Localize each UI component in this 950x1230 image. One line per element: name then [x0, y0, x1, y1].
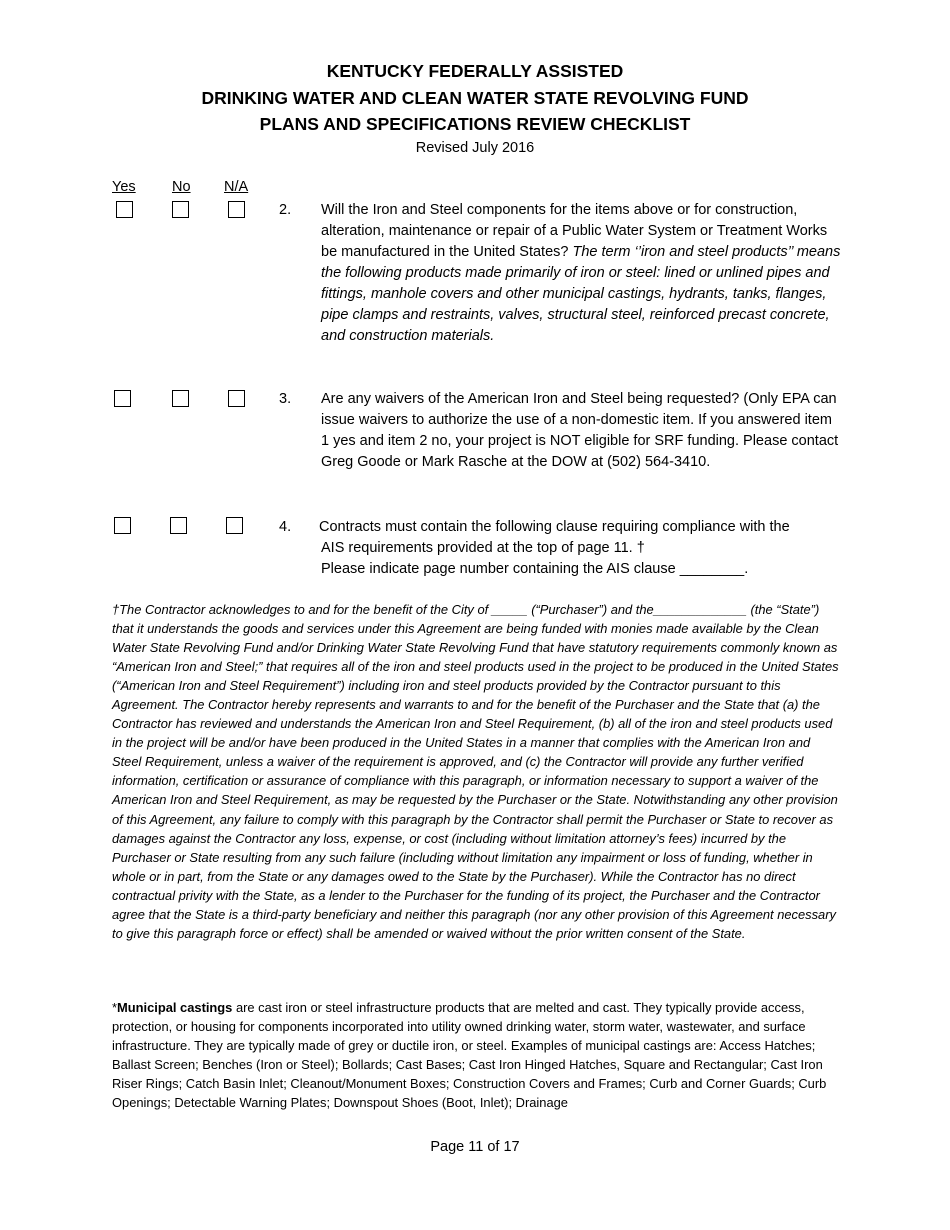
- item-4-yes-checkbox[interactable]: [114, 517, 131, 534]
- ais-clause-footnote: †The Contractor acknowledges to and for the benefit of the City of _____ (“Purchaser”) and the_____________ (the “State”) that it understands the goods and services under this Agreement are being funded with monies made available by the Clean Water State Revolving Fund and/or Drinking Water State Revolving Fund that have statutory requirements commonly known as “American Iron and Steel;” that requires all of the iron and steel products used in the project to be produced in the United States (“American Iron and Steel Requirement”) including iron and steel products provided by the Contractor pursuant to this Agreement. The Contractor hereby represents and warrants to and for the benefit of the Purchaser and the State that (a) the Contractor has reviewed and understands the American Iron and Steel Requirement, (b) all of the iron and steel products used in the project will be and/or have been produced in the United States in a manner that complies with the American Iron and Steel Requirement, unless a waiver of the requirement is approved, and (c) the Contractor will provide any further verified information, certification or assurance of compliance with this paragraph, or information necessary to support a waiver of the American Iron and Steel Requirement, as may be requested by the Purchaser or the State. Notwithstanding any other provision of this Agreement, any failure to comply with this paragraph by the Contractor shall permit the Purchaser or State to recover as damages against the Contractor any loss, expense, or cost (including without limitation attorney’s fees) incurred by the Purchaser or State resulting from any such failure (including without limitation any impairment or loss of funding, whether in whole or in part, from the State or any damages owed to the State by the Purchaser). While the Contractor has no direct contractual privity with the State, as a lender to the Purchaser for the funding of its project, the Purchaser and the Contractor agree that the State is a third-party beneficiary and neither this paragraph (nor any other provision of this Agreement necessary to give this paragraph force or effect) shall be amended or waived without the prior written consent of the State.: [112, 602, 839, 941]
- item-4-line-2: AIS requirements provided at the top of page 11. †: [321, 540, 645, 556]
- column-header-yes: Yes: [112, 179, 136, 195]
- item-3-yes-checkbox[interactable]: [114, 390, 131, 407]
- item-4-line-1: Contracts must contain the following clause requiring compliance with the: [319, 519, 790, 535]
- item-2-number: 2.: [279, 202, 292, 218]
- revision-date: Revised July 2016: [415, 139, 535, 156]
- document-header: [0, 58, 950, 158]
- item-4-no-checkbox[interactable]: [170, 517, 187, 534]
- item-2-no-checkbox[interactable]: [172, 201, 189, 218]
- item-3-number: 3.: [279, 391, 292, 407]
- item-3-text: Are any waivers of the American Iron and Steel being requested? (Only EPA can issue waivers to authorize the use of a non-domestic item. If you answered item 1 yes and item 2 no, your project is NOT eligible for SRF funding. Please contact Greg Goode or Mark Rasche at the DOW at (502) 564-3410.: [321, 391, 839, 470]
- item-3-na-checkbox[interactable]: [228, 390, 245, 407]
- title-line-1: KENTUCKY FEDERALLY ASSISTED: [326, 61, 624, 81]
- column-header-na: N/A: [224, 179, 249, 195]
- item-2-text: [321, 200, 841, 347]
- item-2-na-checkbox[interactable]: [228, 201, 245, 218]
- item-4-na-checkbox[interactable]: [226, 517, 243, 534]
- page-number: Page 11 of 17: [430, 1139, 520, 1155]
- castings-text: are cast iron or steel infrastructure products that are melted and cast. They typically provide access, protection, or housing for components incorporated into utility owned drinking water, storm water, wastewater, and surface infrastructure. They are typically made of grey or ductile iron, or steel. Examples of municipal castings are: Access Hatches; Ballast Screen; Benches (Iron or Steel); Bollards; Cast Bases; Cast Iron Hinged Hatches, Square and Rectangular; Cast Iron Riser Rings; Catch Basin Inlet; Cleanout/Monument Boxes; Construction Covers and Frames; Curb and Corner Guards; Curb Openings; Detectable Warning Plates; Downspout Shoes (Boot, Inlet); Drainage: [112, 1000, 827, 1111]
- castings-term: Municipal castings: [117, 1000, 233, 1015]
- castings-asterisk: *: [112, 1000, 118, 1015]
- item-2-yes-checkbox[interactable]: [116, 201, 133, 218]
- column-header-no: No: [172, 179, 191, 195]
- title-line-2: DRINKING WATER AND CLEAN WATER STATE REVOLVING FUND: [201, 87, 749, 108]
- item-4-number: 4.: [279, 519, 292, 535]
- municipal-castings-definition: [112, 998, 842, 1112]
- item-2-question: Will the Iron and Steel components for the items above or for construction, alteration, maintenance or repair of a Public Water System or Treatment Works be manufactured in the United States?: [321, 202, 828, 260]
- title-line-3: PLANS AND SPECIFICATIONS REVIEW CHECKLIST: [259, 114, 691, 134]
- item-3-no-checkbox[interactable]: [172, 390, 189, 407]
- item-2-definition: The term ‘’iron and steel products’’ means the following products made primarily of iron or steel: lined or unlined pipes and fittings, manhole covers and other municipal castings, hydrants, tanks, flanges, pipe clamps and restraints, valves, structural steel, reinforced precast concrete, and construction materials.: [321, 244, 841, 344]
- item-4-line-3: Please indicate page number containing the AIS clause ________.: [321, 561, 749, 577]
